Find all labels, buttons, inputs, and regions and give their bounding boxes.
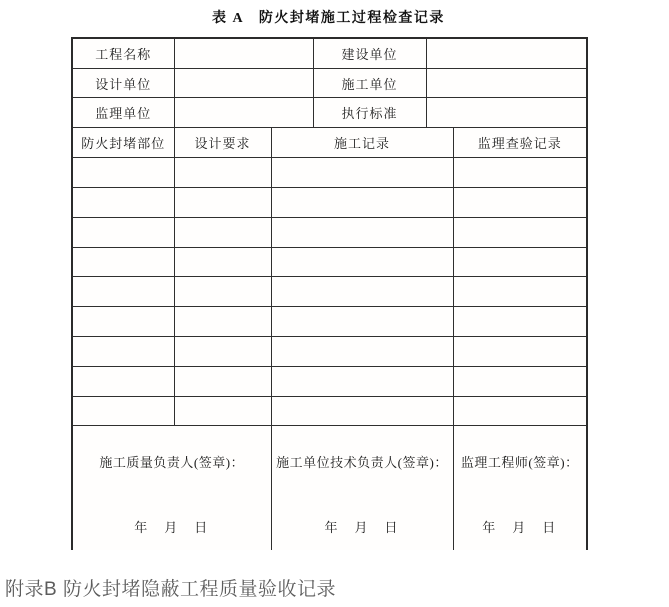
empty-record-cell xyxy=(174,158,271,188)
empty-record-cell xyxy=(73,277,174,307)
info-value-construction-unit xyxy=(426,68,586,97)
empty-record-cell xyxy=(453,217,586,247)
signature-date: 年 月 日 xyxy=(134,520,210,536)
table-title: 表 A 防火封堵施工过程检查记录 xyxy=(212,11,445,26)
empty-record-cell xyxy=(73,307,174,337)
signature-cell-supervision-engineer xyxy=(453,426,586,550)
empty-record-cell xyxy=(174,247,271,277)
empty-record-cell xyxy=(271,187,453,217)
empty-record-row xyxy=(73,307,586,337)
record-body xyxy=(73,128,586,426)
empty-record-cell xyxy=(271,247,453,277)
empty-record-cell xyxy=(453,187,586,217)
empty-record-cell xyxy=(73,158,174,188)
header-firestop-location: 防火封堵部位 xyxy=(73,128,174,158)
empty-record-cell xyxy=(174,307,271,337)
info-label-construction-unit: 施工单位 xyxy=(313,68,426,97)
info-value-project-name xyxy=(174,39,313,68)
empty-record-cell xyxy=(453,336,586,366)
empty-record-cell xyxy=(453,277,586,307)
signature-row xyxy=(73,426,586,550)
signature-section xyxy=(73,426,586,550)
empty-record-row xyxy=(73,187,586,217)
info-label-supervision-unit: 监理单位 xyxy=(73,98,174,127)
info-row xyxy=(73,39,586,68)
empty-record-cell xyxy=(73,187,174,217)
empty-record-cell xyxy=(174,396,271,426)
signature-label: 施工单位技术负责人(签章)： xyxy=(276,455,448,471)
empty-record-cell xyxy=(453,158,586,188)
header-design-requirement: 设计要求 xyxy=(174,128,271,158)
empty-record-cell xyxy=(453,396,586,426)
info-label-project-name: 工程名称 xyxy=(73,39,174,68)
empty-record-cell xyxy=(73,247,174,277)
signature-label: 监理工程师(签章)： xyxy=(460,455,579,471)
empty-record-row xyxy=(73,247,586,277)
empty-record-cell xyxy=(271,217,453,247)
inspection-record-table xyxy=(71,37,588,550)
signature-date: 年 月 日 xyxy=(482,520,558,536)
info-row xyxy=(73,98,586,127)
empty-record-row xyxy=(73,277,586,307)
empty-record-cell xyxy=(174,336,271,366)
info-value-standard xyxy=(426,98,586,127)
signature-cell-quality-manager xyxy=(73,426,271,550)
info-value-design-unit xyxy=(174,68,313,97)
empty-record-cell xyxy=(271,158,453,188)
info-label-design-unit: 设计单位 xyxy=(73,68,174,97)
header-construction-record: 施工记录 xyxy=(271,128,453,158)
empty-record-cell xyxy=(174,217,271,247)
record-header-row xyxy=(73,128,586,158)
empty-record-cell xyxy=(453,307,586,337)
empty-record-cell xyxy=(271,396,453,426)
empty-record-cell xyxy=(73,396,174,426)
empty-record-cell xyxy=(73,366,174,396)
info-section xyxy=(73,39,586,128)
empty-record-cell xyxy=(174,366,271,396)
empty-record-cell xyxy=(271,336,453,366)
appendix-caption: 附录B 防火封堵隐蔽工程质量验收记录 xyxy=(5,579,336,600)
info-label-owner-unit: 建设单位 xyxy=(313,39,426,68)
info-value-owner-unit xyxy=(426,39,586,68)
header-supervision-check-record: 监理查验记录 xyxy=(453,128,586,158)
empty-record-row xyxy=(73,217,586,247)
empty-record-cell xyxy=(271,307,453,337)
info-row xyxy=(73,68,586,97)
empty-record-cell xyxy=(271,277,453,307)
empty-record-cell xyxy=(174,187,271,217)
info-label-standard: 执行标准 xyxy=(313,98,426,127)
empty-record-row xyxy=(73,396,586,426)
record-section xyxy=(73,128,586,427)
empty-record-row xyxy=(73,158,586,188)
empty-record-row xyxy=(73,366,586,396)
empty-record-cell xyxy=(73,336,174,366)
empty-record-cell xyxy=(453,366,586,396)
signature-cell-technical-manager xyxy=(271,426,453,550)
empty-record-cell xyxy=(73,217,174,247)
signature-date: 年 月 日 xyxy=(324,520,400,536)
empty-record-cell xyxy=(453,247,586,277)
empty-record-cell xyxy=(174,277,271,307)
empty-record-row xyxy=(73,336,586,366)
empty-record-cell xyxy=(271,366,453,396)
info-value-supervision-unit xyxy=(174,98,313,127)
signature-label: 施工质量负责人(签章)： xyxy=(99,455,245,471)
